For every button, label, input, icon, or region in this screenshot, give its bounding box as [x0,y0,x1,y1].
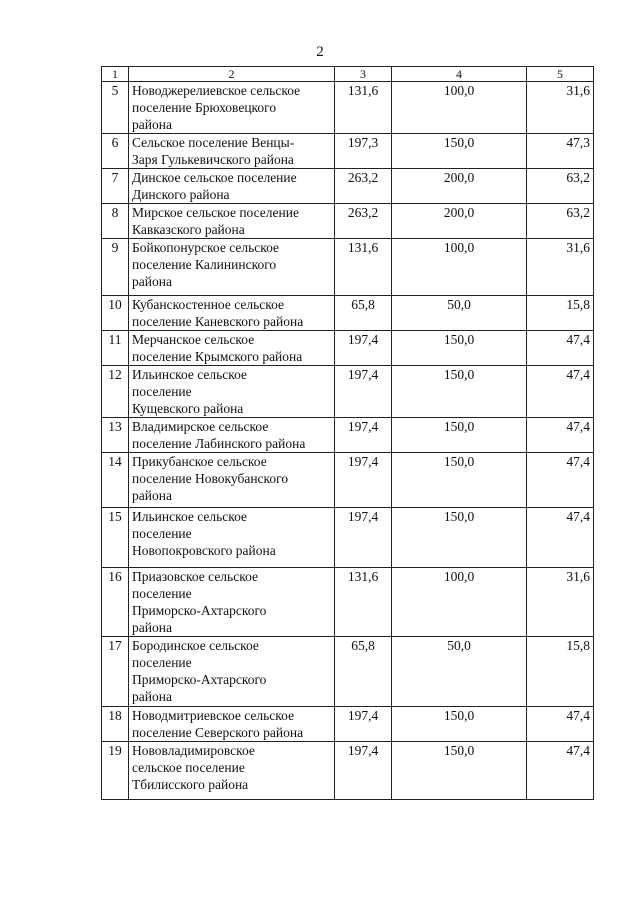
column-header: 1 [102,67,129,82]
column-4-value: 200,0 [392,169,527,204]
column-5-value: 63,2 [527,204,594,239]
column-5-value: 15,8 [527,637,594,707]
column-header: 4 [392,67,527,82]
table-row [102,418,594,453]
allocation-table [101,66,594,800]
settlement-name: Новодмитриевское сельское поселение Северского района [129,707,335,742]
column-3-value: 197,4 [335,418,392,453]
column-4-value: 150,0 [392,742,527,800]
column-4-value: 150,0 [392,508,527,568]
table-row [102,508,594,568]
column-4-value: 50,0 [392,296,527,331]
column-3-value: 197,4 [335,331,392,366]
column-5-value: 47,4 [527,742,594,800]
settlement-name: Кубанскостенное сельское поселение Каневского района [129,296,335,331]
column-3-value: 263,2 [335,169,392,204]
column-5-value: 31,6 [527,82,594,134]
settlement-name: Мерчанское сельское поселение Крымского района [129,331,335,366]
column-4-value: 100,0 [392,82,527,134]
column-number-header-row [102,67,594,82]
row-number: 13 [102,418,129,453]
settlement-name: Сельское поселение Венцы- Заря Гулькевичского района [129,134,335,169]
row-number: 19 [102,742,129,800]
settlement-name: Прикубанское сельское поселение Новокубанского района [129,453,335,508]
row-number: 8 [102,204,129,239]
settlement-name: Мирское сельское поселение Кавказского района [129,204,335,239]
column-5-value: 63,2 [527,169,594,204]
settlement-name: Приазовское сельское поселение Приморско-Ахтарского района [129,568,335,637]
column-5-value: 47,4 [527,418,594,453]
column-3-value: 197,4 [335,366,392,418]
table-row [102,204,594,239]
column-3-value: 131,6 [335,82,392,134]
settlement-name: Нововладимировское сельское поселение Тбилисского района [129,742,335,800]
column-4-value: 150,0 [392,134,527,169]
column-header: 5 [527,67,594,82]
column-4-value: 150,0 [392,418,527,453]
table-row [102,453,594,508]
column-4-value: 200,0 [392,204,527,239]
column-5-value: 47,4 [527,707,594,742]
table-row [102,169,594,204]
settlement-name: Бойкопонурское сельское поселение Калининского района [129,239,335,296]
column-5-value: 31,6 [527,568,594,637]
column-4-value: 50,0 [392,637,527,707]
page-number: 2 [316,44,324,60]
column-3-value: 197,3 [335,134,392,169]
table-row [102,239,594,296]
column-4-value: 150,0 [392,331,527,366]
column-4-value: 150,0 [392,707,527,742]
settlement-name: Ильинское сельское поселение Новопокровского района [129,508,335,568]
column-5-value: 31,6 [527,239,594,296]
row-number: 9 [102,239,129,296]
column-4-value: 150,0 [392,453,527,508]
column-4-value: 100,0 [392,568,527,637]
row-number: 16 [102,568,129,637]
row-number: 10 [102,296,129,331]
table-row [102,134,594,169]
column-3-value: 65,8 [335,296,392,331]
column-4-value: 150,0 [392,366,527,418]
table-row [102,568,594,637]
column-header: 3 [335,67,392,82]
table-row [102,82,594,134]
table-row [102,742,594,800]
column-3-value: 197,4 [335,707,392,742]
table-row [102,296,594,331]
column-3-value: 197,4 [335,453,392,508]
column-5-value: 47,4 [527,331,594,366]
row-number: 18 [102,707,129,742]
settlement-name: Бородинское сельское поселение Приморско-Ахтарского района [129,637,335,707]
row-number: 6 [102,134,129,169]
column-4-value: 100,0 [392,239,527,296]
row-number: 5 [102,82,129,134]
table-row [102,331,594,366]
column-5-value: 47,4 [527,508,594,568]
column-3-value: 131,6 [335,568,392,637]
table-row [102,637,594,707]
column-3-value: 197,4 [335,508,392,568]
settlement-name: Новоджерелиевское сельское поселение Брюховецкого района [129,82,335,134]
column-5-value: 47,4 [527,366,594,418]
row-number: 12 [102,366,129,418]
row-number: 14 [102,453,129,508]
row-number: 17 [102,637,129,707]
row-number: 7 [102,169,129,204]
table-row [102,707,594,742]
settlement-name: Динское сельское поселение Динского района [129,169,335,204]
settlement-name: Владимирское сельское поселение Лабинского района [129,418,335,453]
column-3-value: 263,2 [335,204,392,239]
column-3-value: 65,8 [335,637,392,707]
row-number: 11 [102,331,129,366]
column-5-value: 47,4 [527,453,594,508]
column-3-value: 197,4 [335,742,392,800]
column-3-value: 131,6 [335,239,392,296]
column-5-value: 47,3 [527,134,594,169]
settlement-name: Ильинское сельское поселение Кущевского района [129,366,335,418]
table-row [102,366,594,418]
column-5-value: 15,8 [527,296,594,331]
row-number: 15 [102,508,129,568]
column-header: 2 [129,67,335,82]
